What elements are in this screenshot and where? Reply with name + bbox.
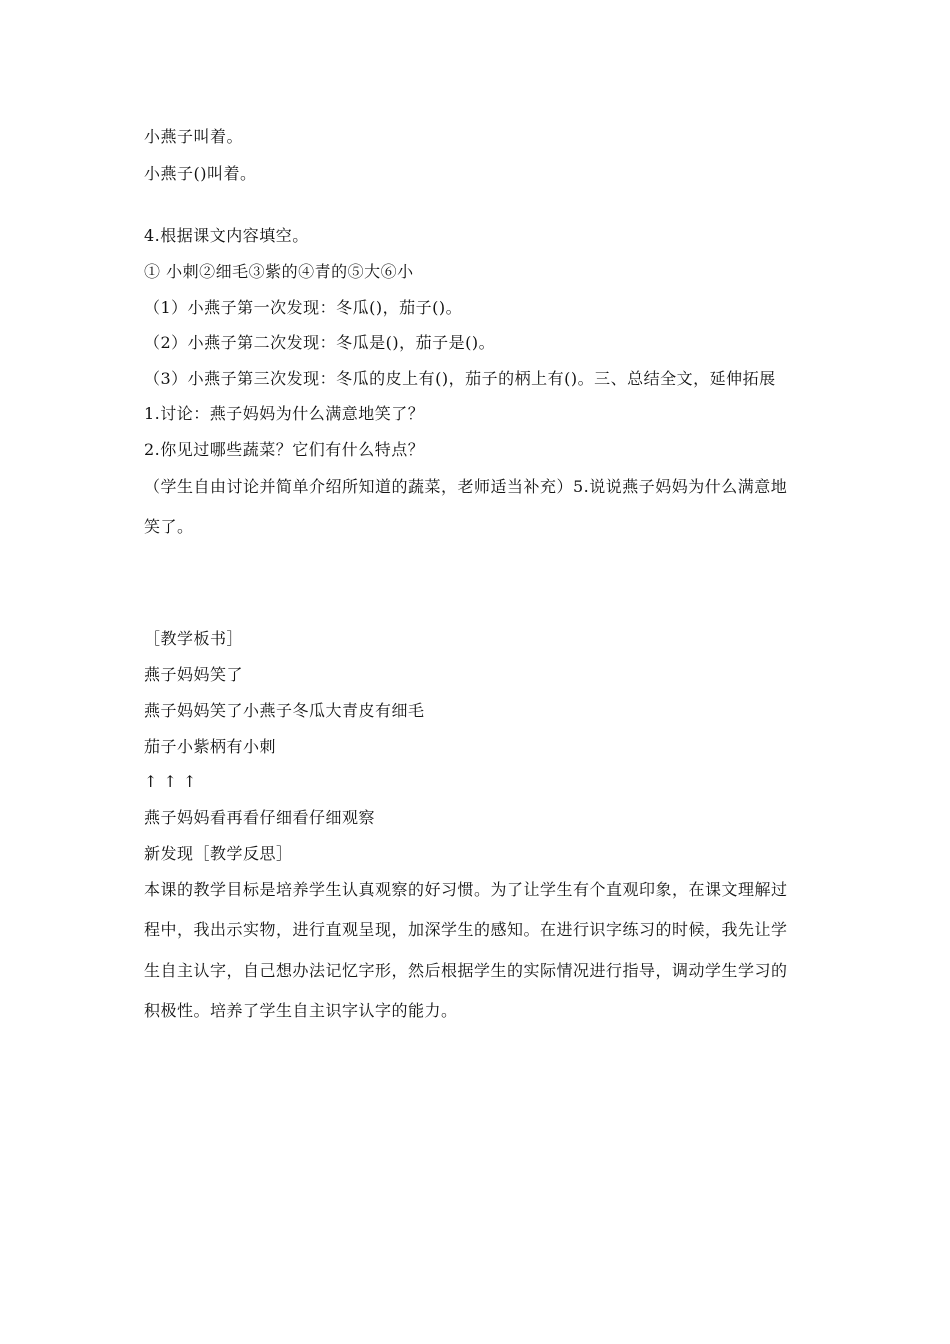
board-title: 燕子妈妈笑了 <box>144 665 244 684</box>
discussion-note: （学生自由讨论并简单介绍所知道的蔬菜，老师适当补充）5.说说燕子妈妈为什么满意地 <box>144 477 788 496</box>
text-line: 小燕子叫着。 <box>144 127 244 146</box>
board-line: 茄子小紫柄有小刺 <box>144 737 277 756</box>
board-arrows: ↑ ↑ ↑ <box>144 772 197 791</box>
board-heading: ［教学板书］ <box>144 629 244 648</box>
reflection-paragraph-line: 积极性。培养了学生自主识字认字的能力。 <box>144 1001 458 1020</box>
discussion-note-cont: 笑了。 <box>144 517 194 536</box>
reflection-paragraph-line: 程中，我出示实物，进行直观呈现，加深学生的感知。在进行识字练习的时候，我先让学 <box>144 920 788 939</box>
discussion-item: 2.你见过哪些蔬菜？它们有什么特点？ <box>144 440 425 459</box>
board-line: 燕子妈妈笑了小燕子冬瓜大青皮有细毛 <box>144 701 425 720</box>
discussion-item: 1.讨论：燕子妈妈为什么满意地笑了？ <box>144 404 425 423</box>
fill-blank-item: （2）小燕子第二次发现：冬瓜是()，茄子是()。 <box>144 333 496 352</box>
question-heading: 4.根据课文内容填空。 <box>144 226 309 245</box>
text-line: 小燕子()叫着。 <box>144 164 257 183</box>
reflection-paragraph-line: 本课的教学目标是培养学生认真观察的好习惯。为了让学生有个直观印象，在课文理解过 <box>144 880 788 899</box>
reflection-paragraph-line: 生自主认字，自己想办法记忆字形，然后根据学生的实际情况进行指导，调动学生学习的 <box>144 961 788 980</box>
reflection-heading: 新发现［教学反思］ <box>144 844 293 863</box>
fill-blank-item: （3）小燕子第三次发现：冬瓜的皮上有()，茄子的柄上有()。三、总结全文，延伸拓展 <box>144 369 776 388</box>
options-line: ① 小刺②细毛③紫的④青的⑤大⑥小 <box>144 262 414 281</box>
board-line: 燕子妈妈看再看仔细看仔细观察 <box>144 808 376 827</box>
fill-blank-item: （1）小燕子第一次发现：冬瓜()，茄子()。 <box>144 298 463 317</box>
